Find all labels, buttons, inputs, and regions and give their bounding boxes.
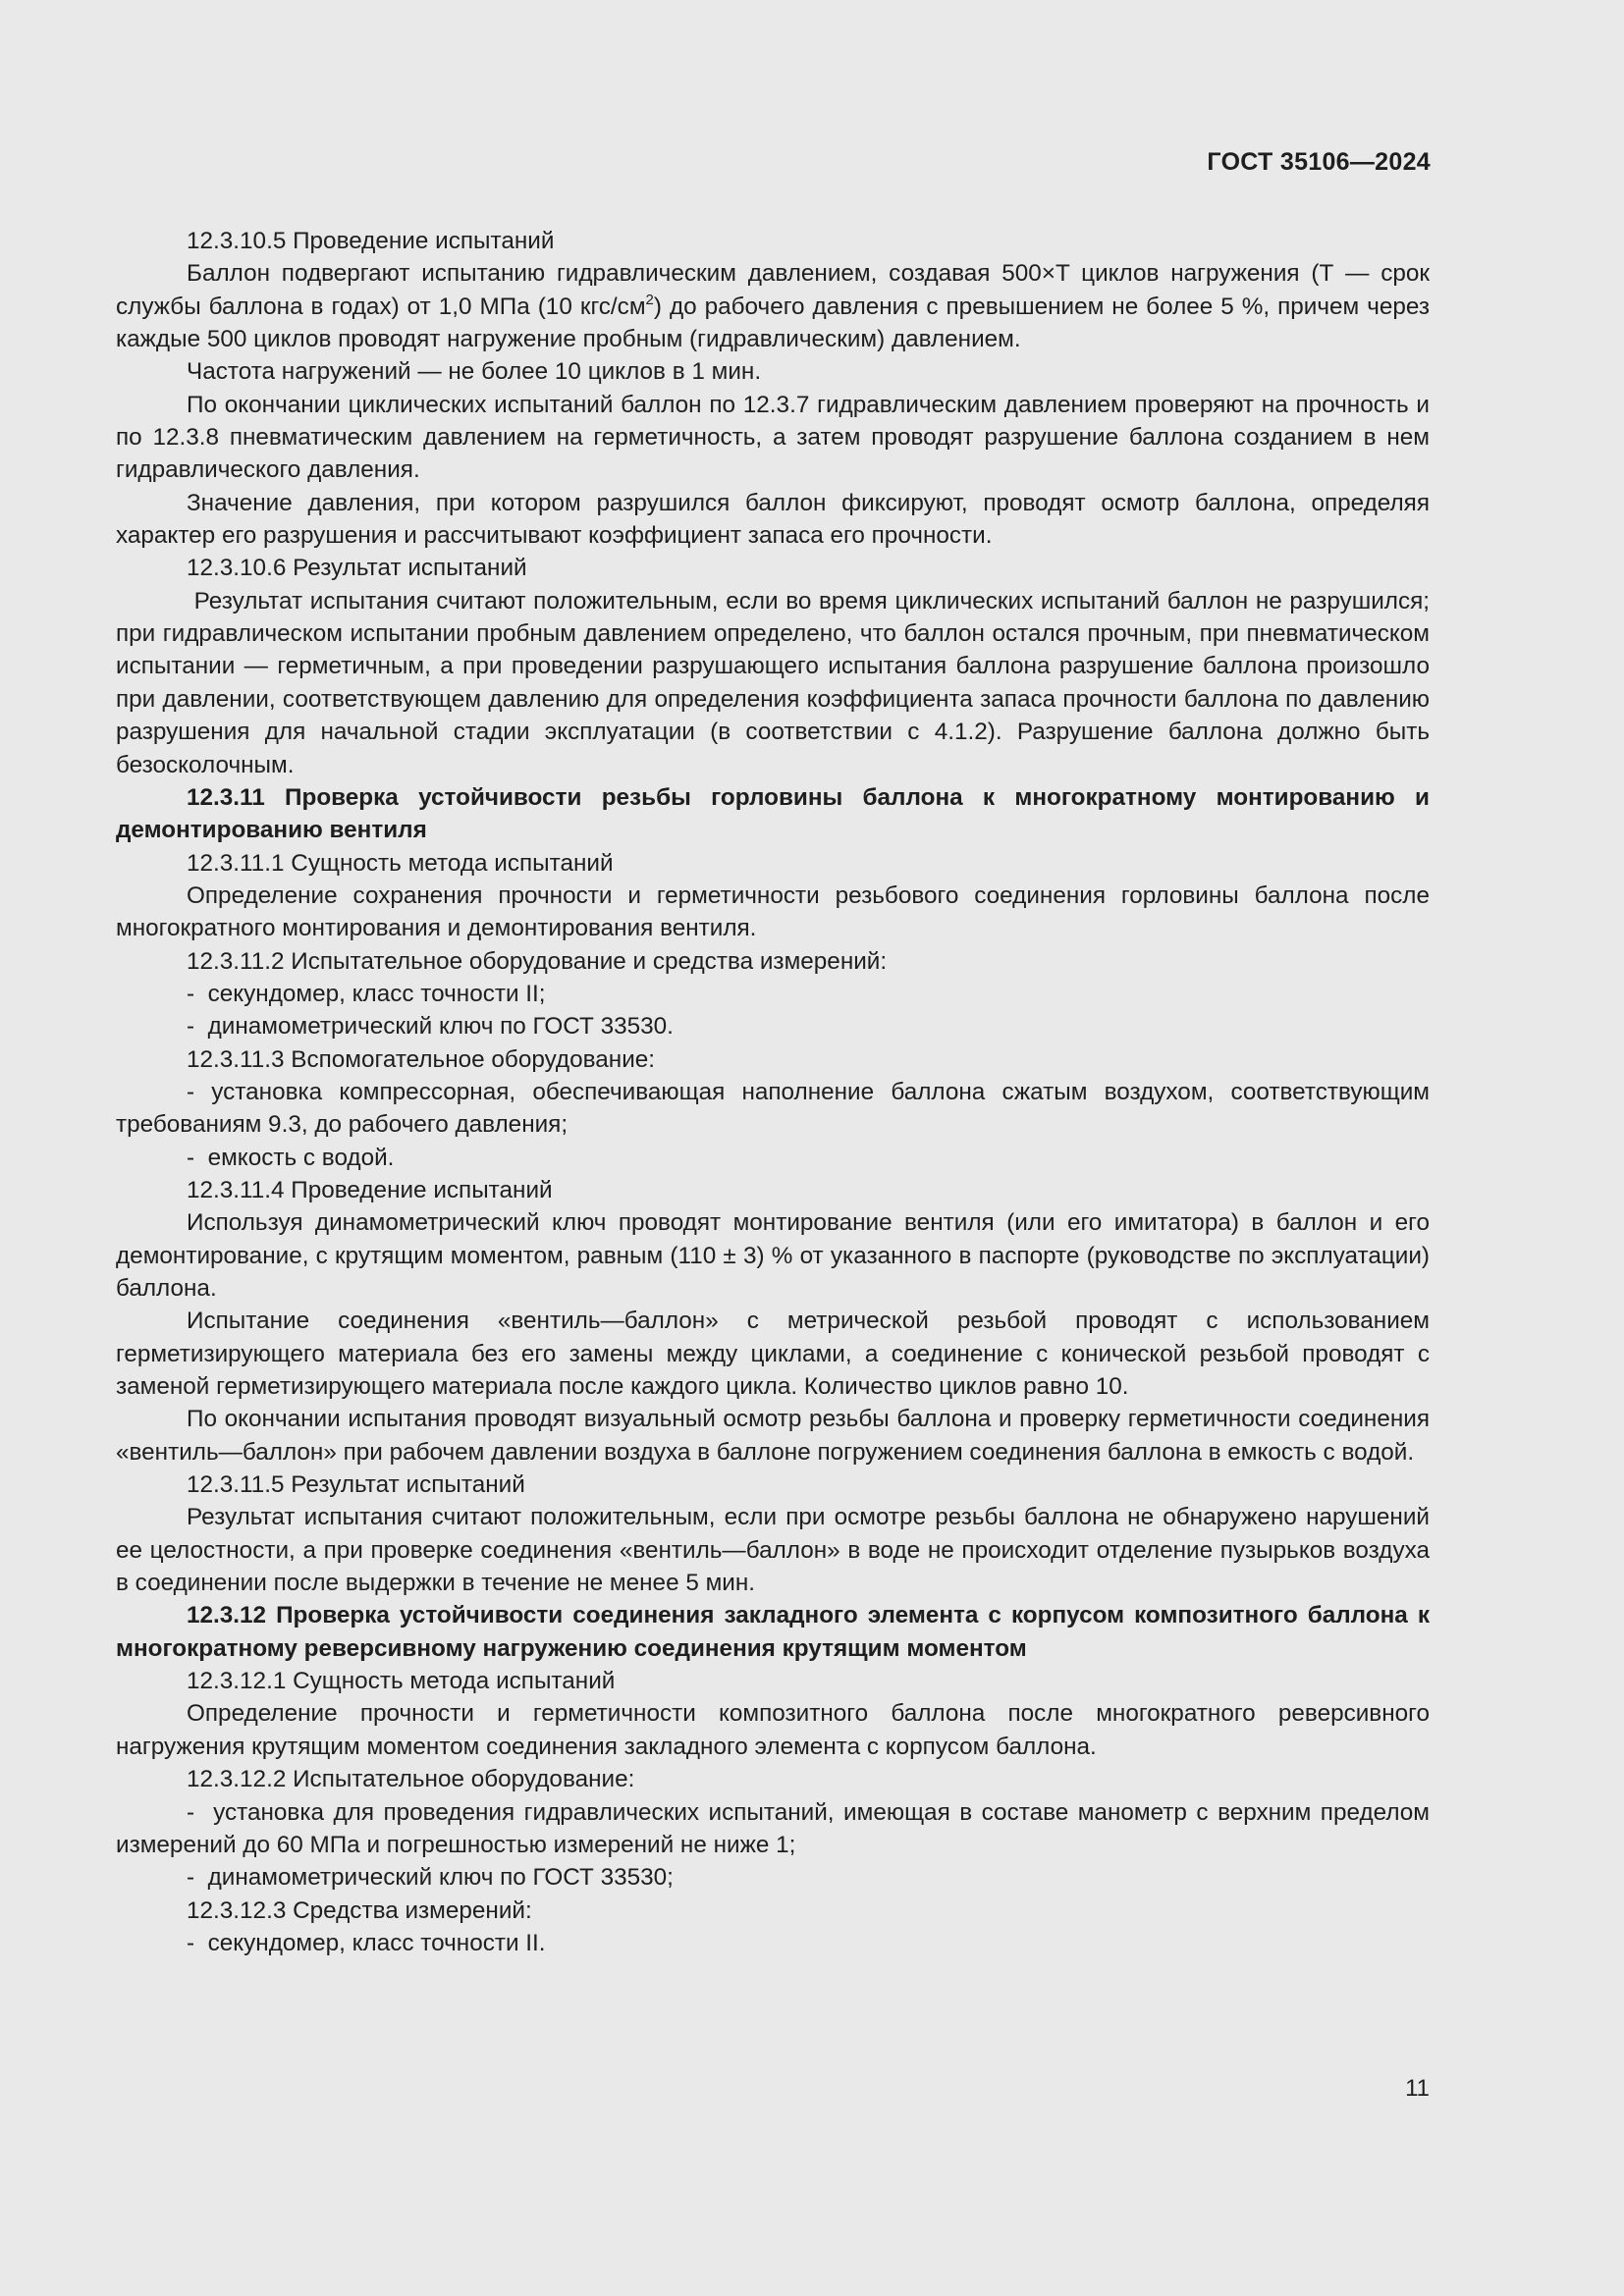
paragraph: Определение сохранения прочности и герметичности резьбового соединения горловины баллона после многократного монтирования и демонтирования вентиля. — [116, 881, 1430, 942]
paragraph: 12.3.11.2 Испытательное оборудование и средства измерений: — [187, 947, 888, 975]
paragraph: Результат испытания считают положительным, если во время циклических испытаний баллон не разрушился; при гидравлическом испытании пробным давлением определено, что баллон остался прочным, при пневматическом испытании — герметичным, а при проведении разрушающего испытания баллона разрушение баллона произошло при давлении, соответствующем давлению для определения коэффициента запаса прочности баллона по давлению разрушения для начальной стадии эксплуатации (в соответствии с 4.1.2). Разрушение баллона должно быть безосколочным. — [116, 587, 1430, 778]
paragraph: По окончании испытания проводят визуальный осмотр резьбы баллона и проверку герметичности соединения «вентиль—баллон» при рабочем давлении воздуха в баллоне погружением соединения баллона в емкость с водой. — [116, 1406, 1430, 1466]
paragraph: Значение давления, при котором разрушился баллон фиксируют, проводят осмотр баллона, определяя характер его разрушения и рассчитывают коэффициент запаса его прочности. — [116, 489, 1430, 550]
document-header: ГОСТ 35106—2024 — [1207, 148, 1431, 176]
document-body — [116, 225, 1430, 1959]
paragraph: 12.3.12.2 Испытательное оборудование: — [187, 1766, 635, 1793]
list-item: - секундомер, класс точности II. — [187, 1929, 546, 1956]
list-item: - секундомер, класс точности II; — [187, 980, 546, 1007]
page-number: 11 — [1405, 2075, 1430, 2102]
paragraph: 12.3.11.1 Сущность метода испытаний — [187, 849, 614, 877]
section-heading: 12.3.11 Проверка устойчивости резьбы горловины баллона к многократному монтированию и демонтированию вентиля — [116, 783, 1430, 844]
paragraph: Частота нагружений — не более 10 циклов в 1 мин. — [187, 358, 762, 386]
list-item: - емкость с водой. — [187, 1144, 395, 1171]
paragraph: Испытание соединения «вентиль—баллон» с метрической резьбой проводят с использованием герметизирующего материала без его замены между циклами, а соединение с конической резьбой проводят с заменой герметизирующего материала после каждого цикла. Количество циклов равно 10. — [116, 1308, 1430, 1401]
list-item: - установка компрессорная, обеспечивающая наполнение баллона сжатым воздухом, соответствующим требованиям 9.3, до рабочего давления; — [116, 1078, 1430, 1139]
paragraph: 12.3.10.5 Проведение испытаний — [187, 228, 555, 254]
section-heading: 12.3.12 Проверка устойчивости соединения закладного элемента с корпусом композитного баллона к многократному реверсивному нагружению соединения крутящим моментом — [116, 1602, 1430, 1662]
paragraph: 12.3.11.5 Результат испытаний — [187, 1471, 525, 1499]
paragraph: Используя динамометрический ключ проводят монтирование вентиля (или его имитатора) в баллон и его демонтирование, с крутящим моментом, равным (110 ± 3) % от указанного в паспорте (руководстве по эксплуатации) баллона. — [116, 1209, 1430, 1302]
list-item: - динамометрический ключ по ГОСТ 33530; — [187, 1864, 674, 1892]
paragraph: Баллон подвергают испытанию гидравлическим давлением, создавая 500×T циклов нагружения (Т — срок службы баллона в годах) от 1,0 МПа (10 кгс/$см^2$) до рабочего давления с превышением не более 5 %, причем через каждые 500 циклов проводят нагружение пробным (гидравлическим) давлением. — [116, 260, 1431, 353]
paragraph: Определение прочности и герметичности композитного баллона после многократного реверсивного нагружения крутящим моментом соединения закладного элемента с корпусом баллона. — [116, 1700, 1430, 1760]
paragraph: Результат испытания считают положительным, если при осмотре резьбы баллона не обнаружено нарушений ее целостности, а при проверке соединения «вентиль—баллон» в воде не происходит отделение пузырьков воздуха в соединении после выдержки в течение не менее 5 мин. — [116, 1504, 1430, 1597]
paragraph: 12.3.11.3 Вспомогательное оборудование: — [187, 1045, 656, 1073]
paragraph: 12.3.11.4 Проведение испытаний — [187, 1176, 553, 1203]
list-item: - установка для проведения гидравлических испытаний, имеющая в составе манометр с верхним пределом измерений до 60 МПа и погрешностью измерений не ниже 1; — [116, 1798, 1430, 1858]
paragraph: По окончании циклических испытаний баллон по 12.3.7 гидравлическим давлением проверяют на прочность и по 12.3.8 пневматическим давлением на герметичность, а затем проводят разрушение баллона созданием в нем гидравлического давления. — [116, 391, 1430, 484]
paragraph: 12.3.12.3 Средства измерений: — [187, 1896, 532, 1924]
paragraph: 12.3.10.6 Результат испытаний — [187, 555, 527, 582]
paragraph: 12.3.12.1 Сущность метода испытаний — [187, 1668, 616, 1695]
list-item: - динамометрический ключ по ГОСТ 33530. — [187, 1013, 674, 1041]
